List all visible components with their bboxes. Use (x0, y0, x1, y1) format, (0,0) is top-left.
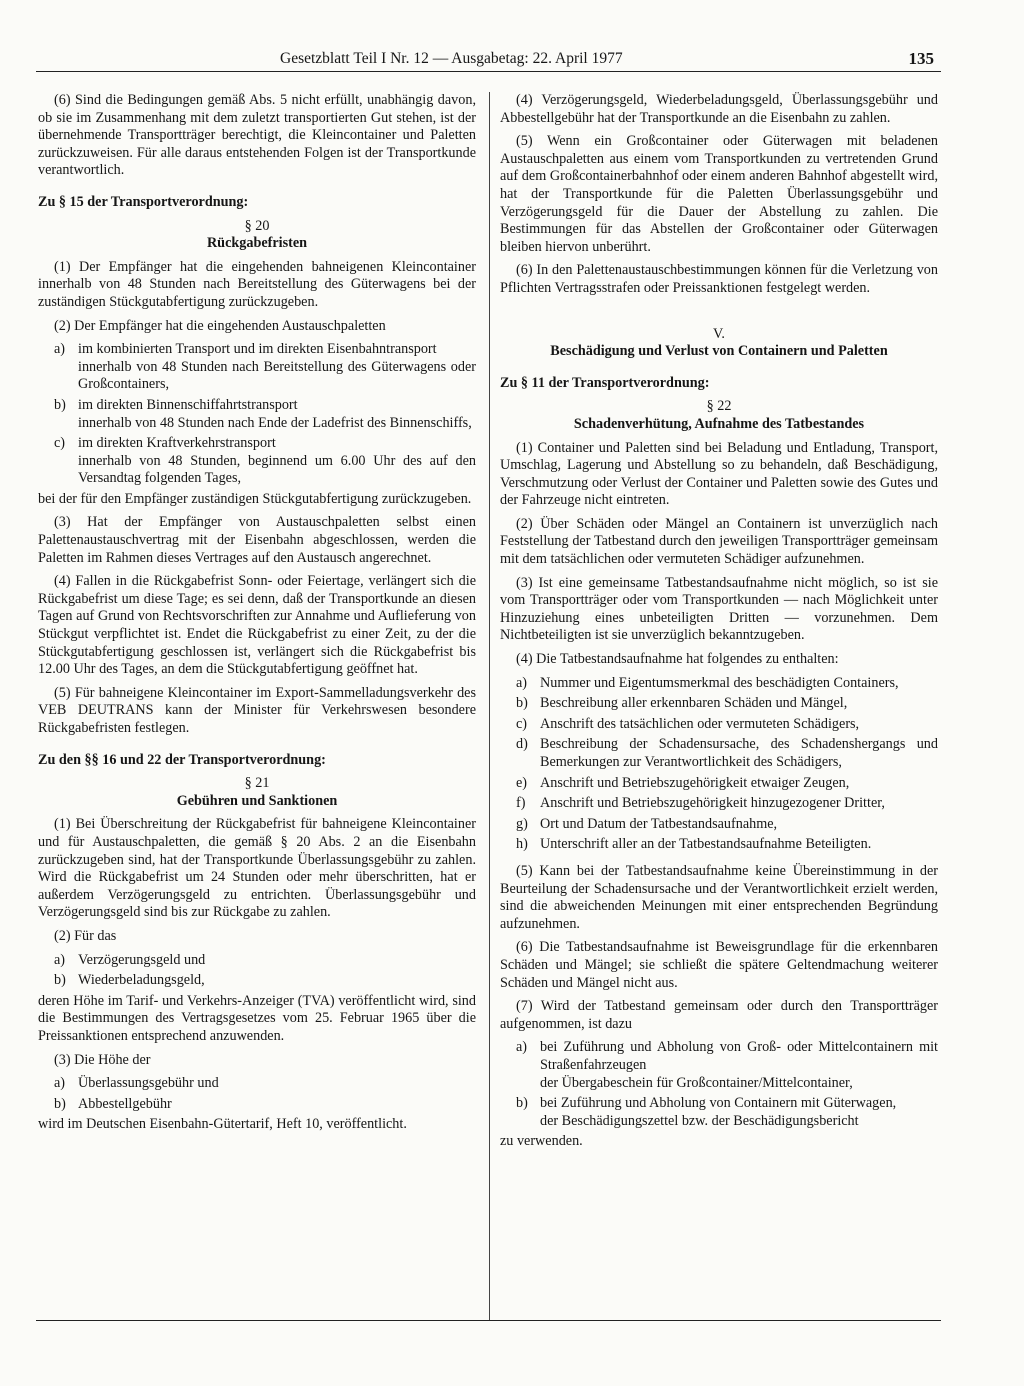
list (500, 1039, 938, 1130)
list-item-text (540, 795, 938, 813)
running-title: Gesetzblatt Teil I Nr. 12 — Ausgabetag: 22. April 1977 (280, 50, 623, 67)
footer-rule (36, 1320, 941, 1321)
list-item (500, 1095, 938, 1130)
list-item-label: a) (516, 1039, 528, 1056)
list-item-label: a) (54, 1075, 66, 1092)
list-item-text (78, 952, 476, 970)
paragraph: (1) Container und Paletten sind bei Beladung und Entladung, Transport, Umschlag, Lagerung und Abstellung so zu behandeln, daß Beschädigung, Verschmutzung oder Verlust der Container und Paletten sowie des Gutes und der Fahrzeuge nicht eintreten. (500, 439, 938, 509)
list-item-line: der Übergabeschein für Großcontainer/Mittelcontainer, (540, 1074, 853, 1091)
list-item-line: Nummer und Eigentumsmerkmal des beschädigten Containers, (540, 674, 899, 691)
list-item-line: Beschreibung aller erkennbaren Schäden und Mängel, (540, 695, 848, 712)
paragraph: deren Höhe im Tarif- und Verkehrs-Anzeiger (TVA) veröffentlicht wird, sind die Bestimmungen des Vertragsgesetzes vom 25. Februar 1965 über die Preissanktionen entsprechend anzuwenden. (38, 992, 476, 1044)
list-item-label: f) (516, 795, 526, 812)
list-item-label: b) (54, 972, 66, 989)
list-item-line: bei Zuführung und Abholung von Containern mit Güterwagen, (540, 1095, 897, 1112)
list-item-line: im direkten Binnenschiffahrtstransport (78, 396, 298, 413)
list-item-text (540, 695, 938, 713)
list-item-line: bei Zuführung und Abholung von Groß- oder Mittelcontainern mit Straßenfahrzeugen (540, 1039, 938, 1073)
list-item (38, 1075, 476, 1093)
list-item-line: im kombinierten Transport und im direkten Eisenbahntransport (78, 341, 437, 358)
list-item-line: Anschrift des tatsächlichen oder vermuteten Schädigers, (540, 715, 860, 732)
paragraph: (4) Fallen in die Rückgabefrist Sonn- oder Feiertage, verlängert sich die Rückgabefrist um diese Tage; es sei denn, daß der Transportkunde an diesen Tagen auf Grund von Rechtsvorschriften zur Annahme und Auflieferung von Stückgut verpflichtet ist. Endet die Rückgabefrist zu einer Zeit, zu der die Stückgutabfertigung geschlossen ist, verlängert sich die Rückgabefrist bis 12.00 Uhr des Tages, an dem die Stückgutabfertigung geöffnet hat. (38, 573, 476, 678)
list-item-text (540, 816, 938, 834)
list-item (38, 341, 476, 394)
list-item-line: Überlassungsgebühr und (78, 1075, 219, 1092)
list-item-text (78, 435, 476, 488)
list-item (500, 775, 938, 793)
list-item-line: innerhalb von 48 Stunden nach Ende der Ladefrist des Binnenschiffs, (78, 414, 472, 431)
list-item (500, 836, 938, 854)
list-item-label: c) (54, 435, 66, 452)
section-title: Rückgabefristen (206, 235, 308, 252)
paragraph: (6) Die Tatbestandsaufnahme ist Beweisgrundlage für die erkennbaren Schäden und Mängel; sie schließt die spätere Geltendmachung weiterer Schäden und Mängel nicht aus. (500, 939, 938, 991)
paragraph: (5) Kann bei der Tatbestandsaufnahme keine Übereinstimmung in der Beurteilung der Schadensursache und der Verantwortlichkeit erzielt werden, sind die abweichenden Meinungen mit einer entsprechenden Begründung aufzunehmen. (500, 862, 938, 932)
list-item-text (78, 1075, 476, 1093)
list-item-line: innerhalb von 48 Stunden nach Bereitstellung des Güterwagens oder Großcontainers, (78, 358, 476, 393)
list-item-text (78, 397, 476, 432)
section-number: § 21 (244, 775, 270, 792)
list-item-label: b) (54, 1095, 66, 1112)
page-number: 135 (908, 49, 934, 68)
list-item-label: a) (54, 341, 66, 358)
list-item-text (540, 775, 938, 793)
section-number: § 22 (706, 398, 732, 415)
list-item (500, 675, 938, 693)
paragraph: (3) Hat der Empfänger von Austauschpaletten selbst einen Palettenaustauschvertrag mit der Eisenbahn abgeschlossen, werden die Paletten im Rahmen dieses Vertrages auf den Austausch angerechnet. (38, 514, 476, 566)
list-item (500, 816, 938, 834)
list (38, 341, 476, 488)
list-item-line: der Beschädigungszettel bzw. der Beschädigungsbericht (540, 1112, 859, 1129)
paragraph: (4) Verzögerungsgeld, Wiederbeladungsgeld, Überlassungsgebühr und Abbestellgebühr hat der Transportkunde an die Eisenbahn zu zahlen. (500, 92, 938, 126)
part-number: V. (713, 325, 725, 342)
paragraph: (1) Der Empfänger hat die eingehenden bahneigenen Kleincontainer innerhalb von 48 Stunden nach Bereitstellung des Güterwagens bei der zuständigen Stückgutabfertigung zurückzugeben. (38, 258, 476, 310)
list-item-text (78, 972, 476, 990)
list-item-label: g) (516, 815, 528, 832)
list-item-line: Beschreibung der Schadensursache, des Schadenshergangs und Bemerkungen zur Verantwortlichkeit des Schädigers, (540, 736, 938, 770)
list-item-line: Anschrift und Betriebszugehörigkeit etwaiger Zeugen, (540, 774, 850, 791)
list-item-label: h) (516, 836, 528, 853)
paragraph: (2) Der Empfänger hat die eingehenden Austauschpaletten (54, 317, 386, 334)
list-item-line: im direkten Kraftverkehrstransport (78, 435, 276, 452)
list-item-line: Abbestellgebühr (78, 1095, 172, 1112)
left-column (38, 92, 476, 1140)
section-reference: Zu den §§ 16 und 22 der Transportverordnung: (38, 751, 326, 768)
paragraph: (4) Die Tatbestandsaufnahme hat folgendes zu enthalten: (516, 651, 839, 668)
list-item (500, 1039, 938, 1092)
paragraph: (3) Die Höhe der (54, 1051, 151, 1068)
header-rule (36, 71, 941, 72)
list-item-label: b) (54, 396, 66, 413)
list-item (38, 972, 476, 990)
list-item-text (540, 836, 938, 854)
section-number: § 20 (244, 217, 270, 234)
list-item-line: Anschrift und Betriebszugehörigkeit hinzugezogener Dritter, (540, 795, 885, 812)
paragraph: (1) Bei Überschreitung der Rückgabefrist für bahneigene Kleincontainer und für Austauschpaletten, die gemäß § 20 Abs. 2 an die Eisenbahn zurückzugeben sind, hat der Transportkunde Überlassungsgebühr zu zahlen. Wird die Rückgabefrist um 24 Stunden oder mehr überschritten, hat er außerdem Verzögerungsgeld zu entrichten. Überlassungsgebühr und Verzögerungsgeld sind bis zur Rückgabe zu zahlen. (38, 816, 476, 921)
list-item-line: Wiederbeladungsgeld, (78, 972, 205, 989)
list-item (500, 795, 938, 813)
list-item (38, 397, 476, 432)
list (38, 1075, 476, 1113)
list-item-label: a) (54, 951, 66, 968)
list-item-label: e) (516, 774, 528, 791)
list-item-line: Ort und Datum der Tatbestandsaufnahme, (540, 815, 778, 832)
list-item-text (78, 1096, 476, 1114)
list-item-text (540, 736, 938, 771)
list-item-line: Verzögerungsgeld und (78, 951, 206, 968)
list-item-text (540, 675, 938, 693)
list-item-line: innerhalb von 48 Stunden, beginnend um 6.00 Uhr des auf den Versandtag folgenden Tages, (78, 452, 476, 487)
list (38, 952, 476, 990)
paragraph: (2) Über Schäden oder Mängel an Containern ist unverzüglich nach Feststellung der Tatbestand durch den jeweiligen Transportträger gemeinsam mit dem tatsächlichen oder vermuteten Schädiger aufzunehmen. (500, 515, 938, 568)
paragraph: bei der für den Empfänger zuständigen Stückgutabfertigung zurückzugeben. (38, 490, 472, 507)
list-item-label: c) (516, 715, 528, 732)
part-title: Beschädigung und Verlust von Containern und Paletten (550, 343, 888, 360)
list-item-label: b) (516, 695, 528, 712)
column-divider (489, 92, 490, 1320)
section-reference: Zu § 15 der Transportverordnung: (38, 193, 249, 210)
list (500, 675, 938, 854)
paragraph: (6) Sind die Bedingungen gemäß Abs. 5 nicht erfüllt, unabhängig davon, ob sie im Zusammenhang mit dem zuletzt transportierten Gut stehen, ist der übernehmende Transportträger berechtigt, die Kleincontainer und Paletten zurückzuweisen. Für alle daraus entstehenden Folgen ist der Transportkunde verantwortlich. (38, 92, 476, 179)
section-title: Schadenverhütung, Aufnahme des Tatbestandes (573, 415, 865, 432)
list-item (500, 736, 938, 771)
list-item-text (540, 716, 938, 734)
section-title: Gebühren und Sanktionen (176, 792, 338, 809)
paragraph: (5) Wenn ein Großcontainer oder Güterwagen mit beladenen Austauschpaletten aus einem vom Transportkunden zu vertretenden Grund auf dem Großcontainerbahnhof oder einem anderen Bahnhof abgestellt wird, hat der Transportkunde für die Paletten Überlassungsgebühr und Verzögerungsgeld für die Dauer der Abstellung zu zahlen. Die Bestimmungen für das Abstellen der Großcontainer oder Güterwagen bleiben hiervon unberührt. (500, 133, 938, 255)
list-item-text (540, 1039, 938, 1092)
list-item-text (540, 1095, 938, 1130)
paragraph: (2) Für das (54, 927, 117, 944)
list-item-line: Unterschrift aller an der Tatbestandsaufnahme Beteiligten. (540, 836, 872, 853)
paragraph: (5) Für bahneigene Kleincontainer im Export-Sammelladungsverkehr des VEB DEUTRANS kann der Minister für Verkehrswesen besondere Rückgabefristen festlegen. (38, 684, 476, 736)
page-header (280, 50, 940, 68)
list-item-text (78, 341, 476, 394)
list-item (500, 716, 938, 734)
paragraph: (7) Wird der Tatbestand gemeinsam oder durch den Transportträger aufgenommen, ist dazu (500, 998, 938, 1032)
list-item (500, 695, 938, 713)
paragraph: zu verwenden. (500, 1133, 583, 1150)
list-item (38, 1096, 476, 1114)
list-item (38, 952, 476, 970)
list-item-label: d) (516, 736, 528, 753)
paragraph: wird im Deutschen Eisenbahn-Gütertarif, Heft 10, veröffentlicht. (38, 1116, 407, 1133)
paragraph: (6) In den Palettenaustauschbestimmungen können für die Verletzung von Pflichten Vertragsstrafen oder Preissanktionen festgelegt werden. (500, 262, 938, 296)
right-column (500, 92, 938, 1157)
list-item-label: b) (516, 1095, 528, 1112)
section-reference: Zu § 11 der Transportverordnung: (500, 374, 710, 391)
list-item-label: a) (516, 674, 528, 691)
paragraph: (3) Ist eine gemeinsame Tatbestandsaufnahme nicht möglich, so ist sie vom Transportträger oder vom Transportkunden — nach Möglichkeit unter Hinzuziehung eines unbeteiligten Dritten — vorzunehmen. Dem Nichtbeteiligten ist sie unverzüglich bekanntzugeben. (500, 574, 938, 644)
list-item (38, 435, 476, 488)
